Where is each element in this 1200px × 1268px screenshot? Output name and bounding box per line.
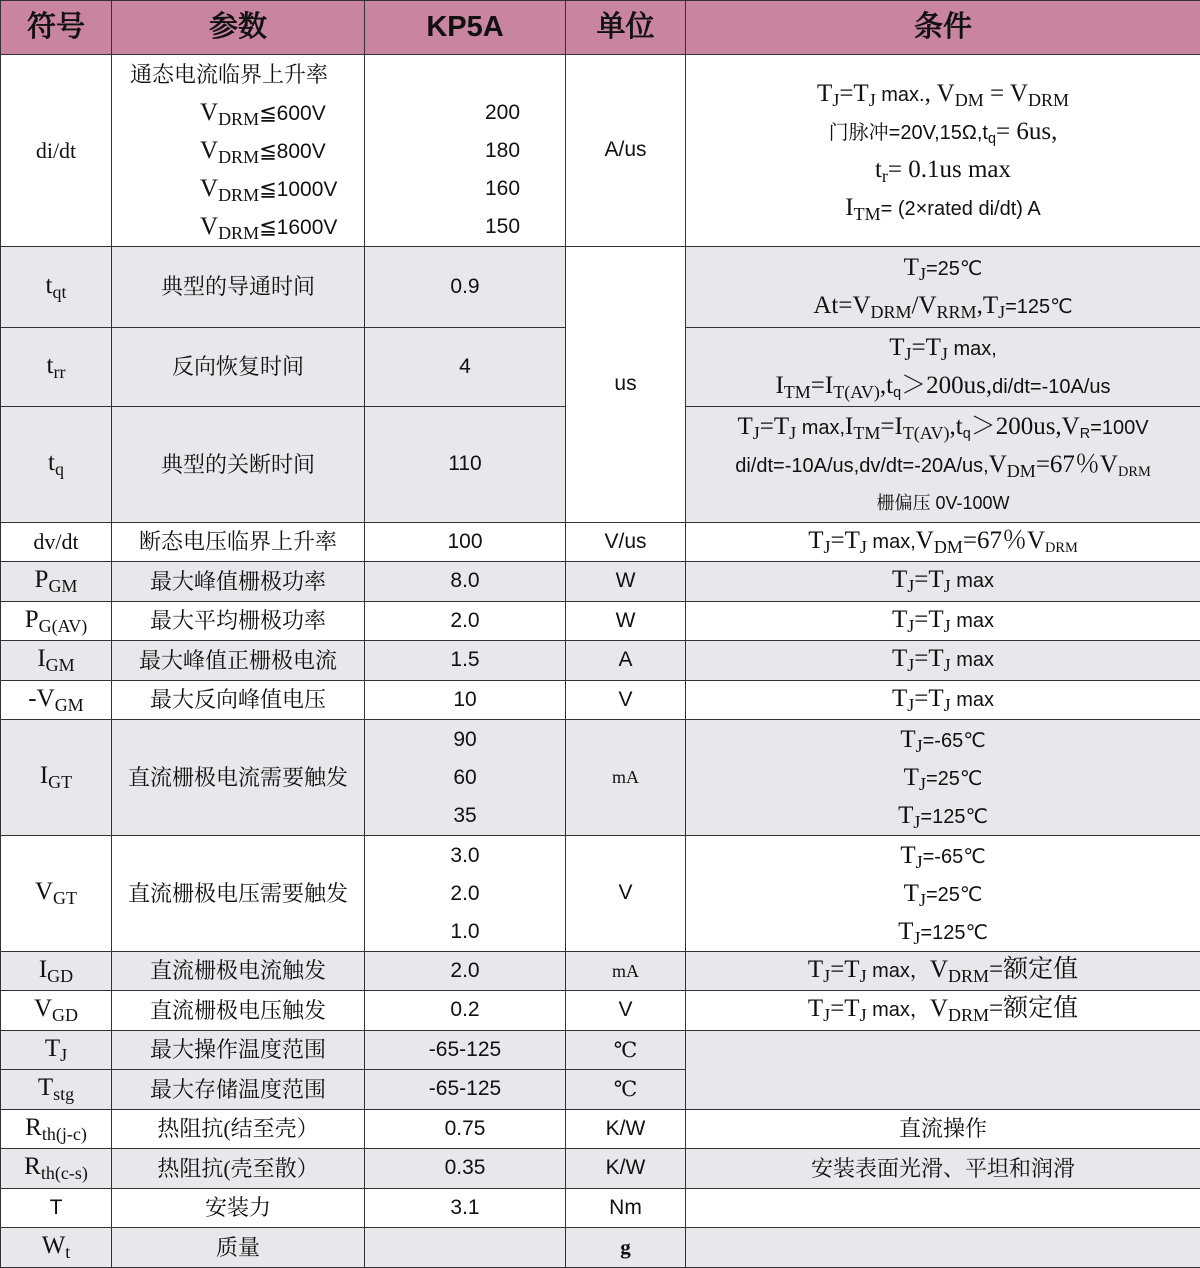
didt-value-800: 180 — [485, 132, 565, 170]
igm-value: 1.5 — [365, 641, 566, 681]
row-igt — [1, 720, 1200, 836]
vgt-condition: $T_J=-65℃$ $T_J=25℃$ $T_J=125℃$ — [686, 836, 1200, 952]
vgt-values: 3.0 2.0 1.0 — [365, 836, 566, 952]
row-mount — [1, 1189, 1200, 1228]
row-dvdt — [1, 523, 1200, 562]
igd-symbol: $I_{GD}$ — [1, 952, 112, 991]
row-pgm — [1, 562, 1200, 602]
didt-range-1000: $V_{DRM}≦1000V$ — [130, 170, 364, 208]
pgav-value: 2.0 — [365, 602, 566, 641]
rthcs-unit: K/W — [566, 1149, 686, 1189]
trr-value: 4 — [365, 328, 566, 407]
dvdt-param: 断态电压临界上升率 — [112, 523, 365, 562]
didt-param-title: 通态电流临界上升率 — [130, 56, 364, 94]
igd-unit: mA — [566, 952, 686, 991]
row-igm — [1, 641, 1200, 681]
weight-symbol: $W_t$ — [1, 1228, 112, 1268]
vgd-condition: $T_J=T_J$ max，$V_{DRM}=$额定值 — [686, 991, 1200, 1031]
tq-param: 典型的关断时间 — [112, 407, 365, 523]
weight-condition-empty — [686, 1228, 1200, 1268]
temp-condition-empty — [686, 1031, 1200, 1110]
header-parameter: 参数 — [112, 1, 365, 55]
vgd-value: 0.2 — [365, 991, 566, 1031]
vgt-param: 直流栅极电压需要触发 — [112, 836, 365, 952]
dvdt-symbol: dv/dt — [1, 523, 112, 562]
igm-unit: A — [566, 641, 686, 681]
rthjc-param: 热阻抗(结至壳） — [112, 1110, 365, 1149]
weight-param: 质量 — [112, 1228, 365, 1268]
trr-symbol: $t_{rr}$ — [1, 328, 112, 407]
tqt-value: 0.9 — [365, 247, 566, 328]
didt-symbol: di/dt — [1, 55, 112, 247]
header-unit: 单位 — [566, 1, 686, 55]
tstg-value: -65-125 — [365, 1070, 566, 1110]
vgt-symbol: $V_{GT}$ — [1, 836, 112, 952]
tq-symbol: $t_q$ — [1, 407, 112, 523]
rthjc-unit: K/W — [566, 1110, 686, 1149]
vgm-value: 10 — [365, 681, 566, 720]
row-vgt — [1, 836, 1200, 952]
didt-range-800: $V_{DRM}≦800V$ — [130, 132, 364, 170]
vgm-unit: V — [566, 681, 686, 720]
trr-param: 反向恢复时间 — [112, 328, 365, 407]
row-rthjc — [1, 1110, 1200, 1149]
header-symbol: 符号 — [1, 1, 112, 55]
igd-value: 2.0 — [365, 952, 566, 991]
vgd-unit: V — [566, 991, 686, 1031]
pgm-symbol: $P_{GM}$ — [1, 562, 112, 602]
didt-values — [365, 55, 566, 247]
row-didt — [1, 55, 1200, 247]
rthjc-symbol: $R_{th(j-c)}$ — [1, 1110, 112, 1149]
row-weight — [1, 1228, 1200, 1268]
row-tqt — [1, 247, 1200, 328]
tj-value: -65-125 — [365, 1031, 566, 1070]
igm-param: 最大峰值正栅极电流 — [112, 641, 365, 681]
igt-values: 90 60 35 — [365, 720, 566, 836]
pgm-param: 最大峰值栅极功率 — [112, 562, 365, 602]
mount-condition-empty — [686, 1189, 1200, 1228]
row-rthcs — [1, 1149, 1200, 1189]
igt-param: 直流栅极电流需要触发 — [112, 720, 365, 836]
mount-unit: Nm — [566, 1189, 686, 1228]
igm-symbol: $I_{GM}$ — [1, 641, 112, 681]
row-tj — [1, 1031, 1200, 1070]
mount-param: 安装力 — [112, 1189, 365, 1228]
tj-param: 最大操作温度范围 — [112, 1031, 365, 1070]
rthjc-condition: 直流操作 — [686, 1110, 1200, 1149]
didt-range-600: $V_{DRM}≦600V$ — [130, 94, 364, 132]
didt-condition: $T_J=T_J$ max., $V_{DM} = V_{DRM}$ 门脉冲$=20V,15\Omega,t_q= 6us$, $t_r= 0.1us$ max $I_{TM}=$ (2×rated di/dt) A — [686, 55, 1200, 247]
mount-symbol: T — [1, 1189, 112, 1228]
rthcs-value: 0.35 — [365, 1149, 566, 1189]
tj-unit: ℃ — [566, 1031, 686, 1070]
igt-symbol: $I_{GT}$ — [1, 720, 112, 836]
pgav-symbol: $P_{G(AV)}$ — [1, 602, 112, 641]
tq-value: 110 — [365, 407, 566, 523]
dvdt-condition: $T_J=T_J$ $\max,V_{DM}=67$％$V_{DRM}$ — [686, 523, 1200, 562]
rthcs-condition: 安装表面光滑、平坦和润滑 — [686, 1149, 1200, 1189]
vgm-symbol: $-V_{GM}$ — [1, 681, 112, 720]
trr-condition: $T_J=T_J$ max, $I_{TM}=I_{T(AV)},t_q>200us,di/dt=-10A/us$ — [686, 328, 1200, 407]
tstg-symbol: $T_{stg}$ — [1, 1070, 112, 1110]
header-row — [1, 1, 1200, 55]
igt-condition: $T_J=-65℃$ $T_J=25℃$ $T_J=125℃$ — [686, 720, 1200, 836]
didt-value-1600: 150 — [485, 208, 565, 246]
tq-condition: $T_J=T_J$ $\max,I_{TM}=I_{T(AV)},t_q>200us,V_R=100V$ $di/dt=-10A/us,dv/dt=-20A/us,V_{DM}=67$％$V_{DRM}$ 栅偏压 0V-100W — [686, 407, 1200, 523]
pgav-condition: $T_J=T_J$ max — [686, 602, 1200, 641]
rthcs-symbol: $R_{th(c-s)}$ — [1, 1149, 112, 1189]
pgm-condition: $T_J=T_J$ max — [686, 562, 1200, 602]
tstg-param: 最大存储温度范围 — [112, 1070, 365, 1110]
row-vgd — [1, 991, 1200, 1031]
vgd-param: 直流栅极电压触发 — [112, 991, 365, 1031]
tqt-param: 典型的导通时间 — [112, 247, 365, 328]
header-model: KP5A — [365, 1, 566, 55]
didt-value-600: 200 — [485, 94, 565, 132]
pgav-param: 最大平均栅极功率 — [112, 602, 365, 641]
vgd-symbol: $V_{GD}$ — [1, 991, 112, 1031]
vgm-param: 最大反向峰值电压 — [112, 681, 365, 720]
us-unit: us — [566, 247, 686, 523]
didt-value-1000: 160 — [485, 170, 565, 208]
vgt-unit: V — [566, 836, 686, 952]
tqt-symbol: $t_{qt}$ — [1, 247, 112, 328]
pgm-value: 8.0 — [365, 562, 566, 602]
igm-condition: $T_J=T_J$ max — [686, 641, 1200, 681]
igd-condition: $T_J=T_J$ max，$V_{DRM}=$额定值 — [686, 952, 1200, 991]
row-vgm — [1, 681, 1200, 720]
didt-unit: A/us — [566, 55, 686, 247]
dvdt-value: 100 — [365, 523, 566, 562]
vgm-condition: $T_J=T_J$ max — [686, 681, 1200, 720]
pgm-unit: W — [566, 562, 686, 602]
pgav-unit: W — [566, 602, 686, 641]
mount-value: 3.1 — [365, 1189, 566, 1228]
rthcs-param: 热阻抗(壳至散） — [112, 1149, 365, 1189]
row-igd — [1, 952, 1200, 991]
rthjc-value: 0.75 — [365, 1110, 566, 1149]
weight-value — [365, 1228, 566, 1268]
row-pgav — [1, 602, 1200, 641]
didt-range-1600: $V_{DRM}≦1600V$ — [130, 208, 364, 246]
tstg-unit: ℃ — [566, 1070, 686, 1110]
header-condition: 条件 — [686, 1, 1200, 55]
tqt-condition: $T_J=25℃$ $At=V_{DRM}/V_{RRM},T_J=125℃$ — [686, 247, 1200, 328]
dvdt-unit: V/us — [566, 523, 686, 562]
igd-param: 直流栅极电流触发 — [112, 952, 365, 991]
igt-unit: mA — [566, 720, 686, 836]
weight-unit: g — [566, 1228, 686, 1268]
tj-symbol: $T_J$ — [1, 1031, 112, 1070]
didt-param — [112, 55, 365, 247]
